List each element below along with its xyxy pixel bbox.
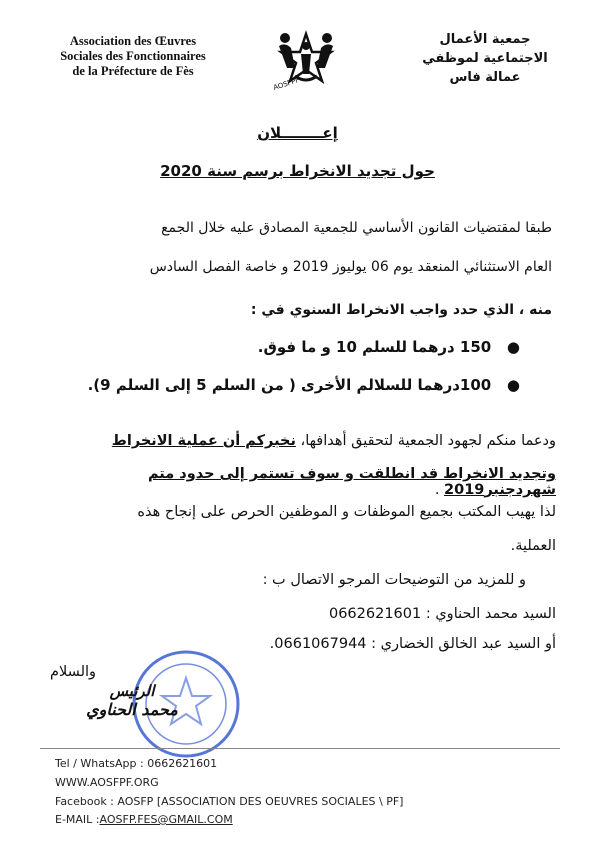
body-para3-line1: لذا يهيب المكتب بجميع الموظفات و الموظفين الحرص على إنجاح هذه xyxy=(137,504,556,520)
body-line-2: العام الاستثنائي المنعقد يوم 06 يوليوز 2019 و خاصة الفصل السادس xyxy=(149,259,552,275)
closing-salutation: والسلام xyxy=(50,664,97,680)
header-fr-line1: Association des Œuvres xyxy=(69,34,197,48)
bullet-dot-icon: ● xyxy=(491,338,520,356)
bullet-text-2: 100درهما للسلالم الأخرى ( من السلم 5 إلى السلم 9). xyxy=(87,376,492,394)
header-ar-line3: عمالة فاس xyxy=(449,70,521,85)
body-para2-line1 xyxy=(36,433,556,449)
footer-email-link[interactable]: AOSFP.FES@GMAIL.COM xyxy=(99,813,233,826)
signature xyxy=(62,682,202,719)
header-fr-line2: Sociales des Fonctionnaires xyxy=(60,49,206,63)
para2-part-b: نخبركم أن عملية الانخراط xyxy=(111,433,296,449)
contact-line-1: السيد محمد الحناوي : 0662621601 xyxy=(328,606,556,622)
bullet-item-1 xyxy=(40,338,520,356)
footer-website[interactable]: WWW.AOSFPF.ORG xyxy=(55,776,159,789)
logo-text: AOSFPF xyxy=(272,76,301,92)
bullet-text-1: 150 درهما للسلم 10 و ما فوق. xyxy=(257,338,492,356)
footer-email-line xyxy=(55,813,233,826)
body-line-3: منه ، الذي حدد واجب الانخراط السنوي في : xyxy=(250,302,552,318)
footer-divider xyxy=(40,748,560,749)
footer-tel: Tel / WhatsApp : 0662621601 xyxy=(55,757,218,770)
header-arabic xyxy=(405,30,565,87)
footer-facebook: Facebook : AOSFP [ASSOCIATION DES OEUVRES SOCIALES \ PF] xyxy=(55,795,404,808)
association-logo xyxy=(265,24,347,96)
signature-name: محمد الحناوي xyxy=(86,700,178,719)
header-ar-line2: الاجتماعية لموظفي xyxy=(422,51,548,66)
header-ar-line1: جمعية الأعمال xyxy=(439,32,531,47)
header-french xyxy=(38,34,228,79)
contact-line-2: أو السيد عبد الخالق الخضاري : 0661067944. xyxy=(269,636,556,652)
signature-title: الرئيس xyxy=(109,682,155,700)
header-fr-line3: de la Préfecture de Fès xyxy=(72,64,194,78)
body-para2-line2 xyxy=(36,466,556,498)
para2-part-a: ودعما منكم لجهود الجمعية لتحقيق أهدافها، xyxy=(295,433,556,449)
footer-email-label: E-MAIL : xyxy=(55,813,100,826)
bullet-dot-icon: ● xyxy=(491,376,520,394)
body-line-1: طبقا لمقتضيات القانون الأساسي للجمعية المصادق عليه خلال الجمع xyxy=(161,220,552,236)
para2-part-d: . xyxy=(434,482,445,498)
para2-part-c: وتجديد الانخراط قد انطلقت و سوف تستمر إلى حدود متم شهردجنبر2019 xyxy=(147,466,556,498)
announcement-subtitle: حول تجديد الانخراط برسم سنة 2020 xyxy=(160,162,435,180)
bullet-item-2 xyxy=(40,376,520,394)
announcement-title: إعــــــــلان xyxy=(257,124,338,142)
body-para3-line2: العملية. xyxy=(510,538,556,554)
contact-intro: و للمزيد من التوضيحات المرجو الاتصال ب : xyxy=(262,572,526,588)
